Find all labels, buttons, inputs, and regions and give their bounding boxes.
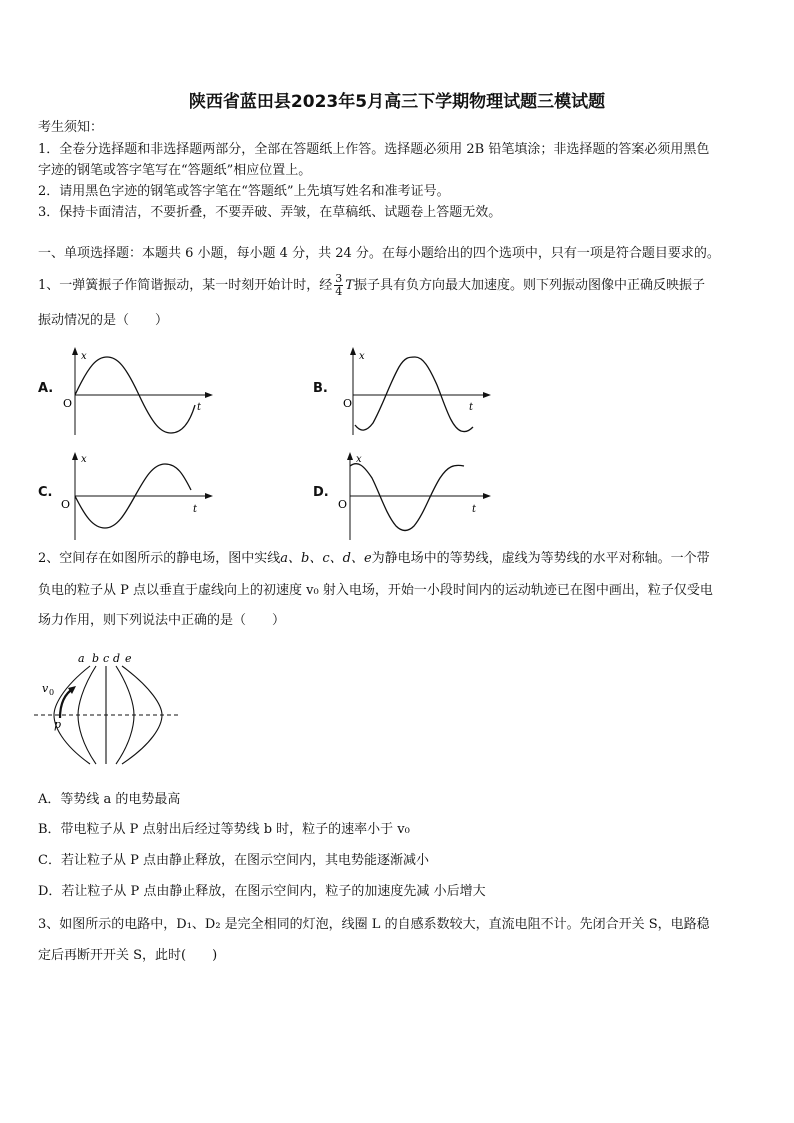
field-label-a: a	[78, 652, 85, 665]
q1-option-a-label[interactable]: A.	[38, 381, 54, 396]
origin-label: O	[61, 498, 71, 511]
notice-item: 3．保持卡面清洁，不要折叠，不要弄破、弄皱，在草稿纸、试题卷上答题无效。	[38, 205, 502, 220]
q2-option-c[interactable]: C．若让粒子从 P 点由静止释放，在图示空间内，其电势能逐渐减小	[38, 853, 429, 868]
velocity-subscript: 0	[49, 688, 55, 697]
q1-text-post: 振子具有负方向最大加速度。则下列振动图像中正确反映振子	[353, 278, 705, 293]
notice-heading: 考生须知：	[38, 120, 104, 135]
notice-item: 字迹的钢笔或答字笔写在“答题纸”相应位置上。	[38, 163, 312, 178]
axis-x-label: x	[359, 351, 365, 362]
q2-stem-line2: 负电的粒子从 P 点以垂直于虚线向上的初速度 v₀ 射入电场，开始一小段时间内的运动轨迹已在图中画出，粒子仅受电	[38, 583, 713, 598]
q1-frac-num: 3	[335, 272, 343, 285]
q2-field-figure	[30, 648, 190, 768]
origin-label: O	[343, 397, 353, 410]
axis-x-label: x	[356, 454, 362, 465]
q1-stem-line1	[38, 272, 705, 300]
q1-frac-den: 4	[335, 285, 343, 298]
q1-text-pre: 1、一弹簧振子作简谐振动，某一时刻开始计时，经	[38, 278, 333, 293]
q2-option-a[interactable]: A．等势线 a 的电势最高	[38, 792, 181, 807]
page-title: 陕西省蓝田县2023年5月高三下学期物理试题三模试题	[188, 92, 606, 112]
field-label-b: b	[92, 652, 100, 665]
q3-stem-line1: 3、如图所示的电路中，D₁、D₂ 是完全相同的灯泡，线圈 L 的自感系数较大，直流电阻不计。先闭合开关 S，电路稳	[38, 917, 710, 932]
q2-stem-line1	[38, 551, 710, 567]
q2-option-d[interactable]: D．若让粒子从 P 点由静止释放，在图示空间内，粒子的加速度先减 小后增大	[38, 884, 486, 899]
q1-graph-b[interactable]	[333, 345, 493, 440]
q3-stem-line2: 定后再断开开关 S，此时( )	[38, 948, 218, 963]
axis-x-label: x	[81, 351, 87, 362]
section-heading: 一、单项选择题：本题共 6 小题，每小题 4 分，共 24 分。在每小题给出的四个选项中，只有一项是符合题目要求的。	[38, 246, 720, 261]
q1-graph-d[interactable]	[330, 450, 495, 545]
q1-fraction	[334, 273, 343, 298]
axis-t-label: t	[197, 402, 202, 413]
origin-label: O	[63, 397, 73, 410]
q1-option-c-label[interactable]: C.	[38, 485, 53, 500]
field-label-d: d	[113, 652, 121, 665]
axis-x-label: x	[81, 454, 87, 465]
q2-text-vars: a、b、c、d、e	[280, 551, 372, 566]
notice-item: 2．请用黑色字迹的钢笔或答字笔在“答题纸”上先填写姓名和准考证号。	[38, 184, 450, 199]
q1-option-d-label[interactable]: D.	[313, 485, 329, 500]
axis-t-label: t	[193, 504, 198, 515]
field-label-c: c	[103, 652, 110, 665]
q1-stem-line2: 振动情况的是（ ）	[38, 313, 169, 328]
q2-text-post: 为静电场中的等势线，虚线为等势线的水平对称轴。一个带	[371, 551, 710, 566]
q1-graph-c[interactable]	[55, 450, 215, 545]
q1-option-b-label[interactable]: B.	[313, 381, 328, 396]
q1-frac-var: T	[345, 278, 354, 293]
field-label-e: e	[125, 652, 132, 665]
axis-t-label: t	[472, 504, 477, 515]
q2-text-pre: 2、空间存在如图所示的静电场，图中实线	[38, 551, 281, 566]
q2-option-b[interactable]: B．带电粒子从 P 点射出后经过等势线 b 时，粒子的速率小于 v₀	[38, 822, 410, 837]
origin-label: O	[338, 498, 348, 511]
velocity-label: v	[42, 682, 49, 695]
q1-graph-a[interactable]	[55, 345, 215, 440]
point-p-label: p	[54, 718, 62, 731]
q2-stem-line3: 场力作用，则下列说法中正确的是（ ）	[38, 613, 286, 628]
axis-t-label: t	[469, 402, 474, 413]
notice-item: 1．全卷分选择题和非选择题两部分，全部在答题纸上作答。选择题必须用 2B 铅笔填涂；非选择题的答案必须用黑色	[38, 142, 710, 157]
